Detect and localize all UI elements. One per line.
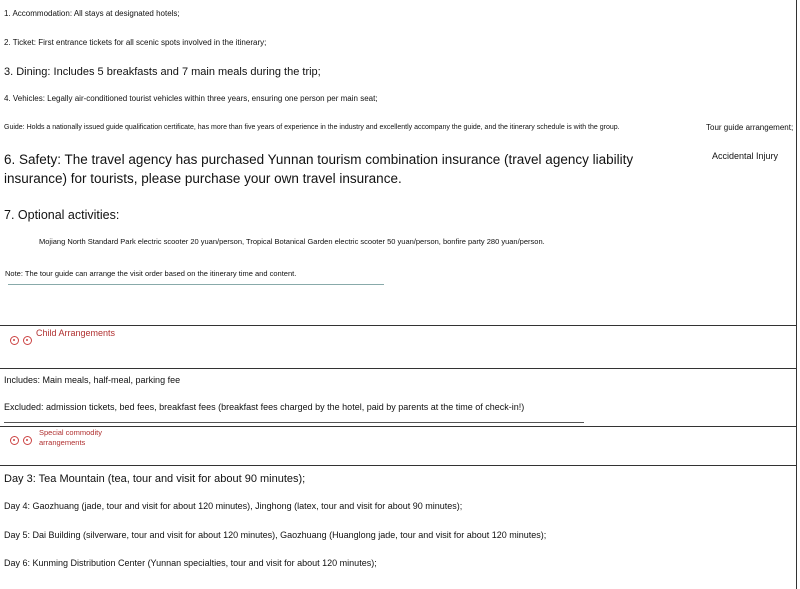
excluded-underline (4, 422, 584, 423)
tour-guide-arrangement-label: Tour guide arrangement; (706, 123, 794, 132)
special-commodity-title (39, 428, 102, 448)
item-safety: 6. Safety: The travel agency has purchased Yunnan tourism combination insurance (travel agency liability insurance) for tourists, please purchase your own travel insurance. (4, 152, 634, 186)
item-dining: 3. Dining: Includes 5 breakfasts and 7 main meals during the trip; (4, 66, 321, 78)
seal-icon (23, 436, 32, 445)
child-includes: Includes: Main meals, half-meal, parking fee (4, 375, 181, 385)
day-item: Day 3: Tea Mountain (tea, tour and visit for about 90 minutes); (4, 473, 306, 485)
child-excluded: Excluded: admission tickets, bed fees, breakfast fees (breakfast fees charged by the hotel, paid by parents at the time of check-in!) (4, 402, 525, 412)
divider (0, 325, 797, 326)
seal-icon (23, 336, 32, 345)
divider (0, 426, 797, 427)
accidental-injury-label: Accidental Injury (712, 151, 779, 161)
special-commodity-title-line1: Special commodity (39, 428, 102, 437)
child-arrangements-title: Child Arrangements (36, 328, 116, 338)
item-vehicles: 4. Vehicles: Legally air-conditioned tourist vehicles within three years, ensuring one person per main seat; (4, 94, 378, 103)
special-commodity-title-line2: arrangements (39, 438, 86, 447)
item-ticket: 2. Ticket: First entrance tickets for all scenic spots involved in the itinerary; (4, 38, 267, 47)
day-item: Day 4: Gaozhuang (jade, tour and visit for about 120 minutes), Jinghong (latex, tour and visit for about 90 minutes); (4, 501, 463, 511)
item-accommodation: 1. Accommodation: All stays at designated hotels; (4, 9, 180, 18)
divider (0, 465, 797, 466)
item-guide: Guide: Holds a nationally issued guide qualification certificate, has more than five years of experience in the industry and excellently accompany the guide, and the itinerary schedule is with the group. (4, 124, 620, 131)
optional-activities-title: 7. Optional activities: (4, 208, 120, 222)
note-text: Note: The tour guide can arrange the visit order based on the itinerary time and content. (5, 269, 297, 278)
optional-activities-detail: Mojiang North Standard Park electric scooter 20 yuan/person, Tropical Botanical Garden electric scooter 50 yuan/person, bonfire party 280 yuan/person. (39, 237, 545, 246)
divider (0, 368, 797, 369)
seal-icon (10, 436, 19, 445)
seal-icon (10, 336, 19, 345)
note-underline (8, 284, 384, 285)
day-item: Day 6: Kunming Distribution Center (Yunnan specialties, tour and visit for about 120 minutes); (4, 558, 377, 568)
day-item: Day 5: Dai Building (silverware, tour and visit for about 120 minutes), Gaozhuang (Huanglong jade, tour and visit for about 120 minutes); (4, 530, 547, 540)
